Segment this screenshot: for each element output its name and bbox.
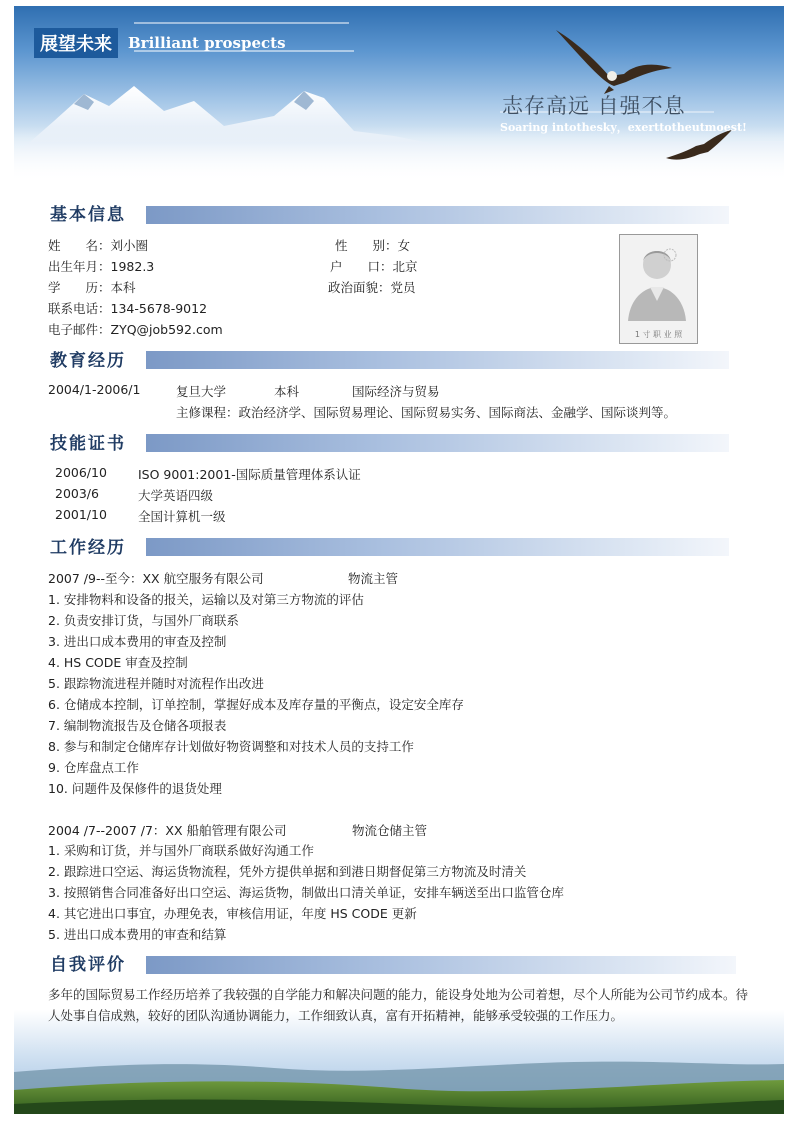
name-row xyxy=(48,236,148,254)
edu-degree: 本科 xyxy=(274,384,300,399)
banner-title-en: Brilliant prospects xyxy=(128,34,286,52)
job1-duty: 10. 问题件及保修件的退货处理 xyxy=(48,781,222,796)
section-title-work: 工作经历 xyxy=(50,538,126,558)
job2-duty: 1. 采购和订货，并与国外厂商联系做好沟通工作 xyxy=(48,843,314,858)
section-title-education: 教育经历 xyxy=(50,351,126,371)
job1-duty: 9. 仓库盘点工作 xyxy=(48,760,139,775)
birth-row xyxy=(48,257,154,275)
job2-duty: 3. 按照销售合同准备好出口空运、海运货物，制做出口清关单证，安排车辆送至出口监管仓库 xyxy=(48,885,564,900)
banner-motto-en: Soaring intothesky，exerttotheutmoest! xyxy=(500,121,747,134)
edu-row xyxy=(48,278,136,296)
skill-date: 2001/10 xyxy=(55,507,107,522)
job1-duty: 4. HS CODE 审查及控制 xyxy=(48,655,188,670)
phone-value: 134-5678-9012 xyxy=(110,301,208,316)
politics-value: 党员 xyxy=(390,280,416,295)
phone-row xyxy=(48,299,207,317)
self-eval-text: 多年的国际贸易工作经历培养了我较强的自学能力和解决问题的能力，能设身处地为公司着想，尽个人所能为公司节约成本。待人处事自信成熟，较好的团队沟通协调能力，工作细致认真，富有开拓精神，能够承受较强的工作压力。 xyxy=(48,987,749,1023)
section-bar xyxy=(146,434,729,452)
gender-value: 女 xyxy=(397,238,411,253)
section-bar xyxy=(146,538,729,556)
job1-header: 2007 /9--至今：XX 航空服务有限公司 xyxy=(48,571,264,586)
gender-row xyxy=(335,236,410,254)
section-bar xyxy=(146,956,736,974)
job1-position: 物流主管 xyxy=(348,571,399,586)
section-title-basic: 基本信息 xyxy=(50,205,126,225)
email-value: ZYQ@job592.com xyxy=(110,322,223,337)
section-title-skills: 技能证书 xyxy=(50,434,126,454)
edu-value: 本科 xyxy=(110,280,136,295)
job1-duty: 3. 进出口成本费用的审查及控制 xyxy=(48,634,227,649)
banner-brand xyxy=(34,28,286,58)
job1-duty: 1. 安排物料和设备的报关，运输以及对第三方物流的评估 xyxy=(48,592,364,607)
job2-duty: 4. 其它进出口事宜，办理免表，审核信用证，年度 HS CODE 更新 xyxy=(48,906,417,921)
edu-school: 复旦大学 xyxy=(176,384,227,399)
job1-duty: 2. 负责安排订货，与国外厂商联系 xyxy=(48,613,239,628)
edu-major: 国际经济与贸易 xyxy=(352,384,440,399)
birth-label: 出生年月： xyxy=(48,259,111,274)
name-label: 姓 名： xyxy=(48,238,111,253)
eagle-icon xyxy=(554,24,674,94)
edu-period: 2004/1-2006/1 xyxy=(48,382,141,397)
edu-label: 学 历： xyxy=(48,280,111,295)
banner-motto-cn: 志存高远 自强不息 xyxy=(502,94,686,118)
skill-date: 2003/6 xyxy=(55,486,99,501)
skill-name: ISO 9001:2001-国际质量管理体系认证 xyxy=(138,467,361,482)
skill-name: 全国计算机一级 xyxy=(138,509,226,524)
politics-row xyxy=(328,278,416,296)
gender-label: 性 别： xyxy=(335,238,398,253)
job2-duty: 5. 进出口成本费用的审查和结算 xyxy=(48,927,227,942)
job1-duty: 6. 仓储成本控制，订单控制，掌握好成本及库存量的平衡点，设定安全库存 xyxy=(48,697,464,712)
banner-title-cn: 展望未来 xyxy=(34,28,118,58)
hukou-value: 北京 xyxy=(392,259,418,274)
job2-header: 2004 /7--2007 /7：XX 船舶管理有限公司 xyxy=(48,823,287,838)
skill-date: 2006/10 xyxy=(55,465,107,480)
phone-label: 联系电话： xyxy=(48,301,111,316)
skill-name: 大学英语四级 xyxy=(138,488,214,503)
email-row xyxy=(48,320,223,338)
job1-duty: 8. 参与和制定仓储库存计划做好物资调整和对技术人员的支持工作 xyxy=(48,739,414,754)
section-bar xyxy=(146,351,729,369)
section-bar xyxy=(146,206,729,224)
job1-duty: 7. 编制物流报告及仓储各项报表 xyxy=(48,718,227,733)
hukou-label: 户 口： xyxy=(330,259,393,274)
photo-caption: 1 寸 职 业 照 xyxy=(634,330,683,339)
photo-placeholder xyxy=(619,234,698,344)
header-banner xyxy=(14,6,784,182)
person-avatar-icon xyxy=(620,235,697,327)
section-title-self-eval: 自我评价 xyxy=(50,955,126,975)
email-label: 电子邮件： xyxy=(48,322,111,337)
job1-duty: 5. 跟踪物流进程并随时对流程作出改进 xyxy=(48,676,264,691)
edu-courses: 主修课程：政治经济学、国际贸易理论、国际贸易实务、国际商法、金融学、国际谈判等。 xyxy=(176,405,677,420)
politics-label: 政治面貌： xyxy=(328,280,391,295)
birth-value: 1982.3 xyxy=(110,259,155,274)
name-value: 刘小圈 xyxy=(110,238,149,253)
job2-position: 物流仓储主管 xyxy=(352,823,428,838)
job2-duty: 2. 跟踪进口空运、海运货物流程，凭外方提供单据和到港日期督促第三方物流及时清关 xyxy=(48,864,527,879)
hukou-row xyxy=(330,257,418,275)
